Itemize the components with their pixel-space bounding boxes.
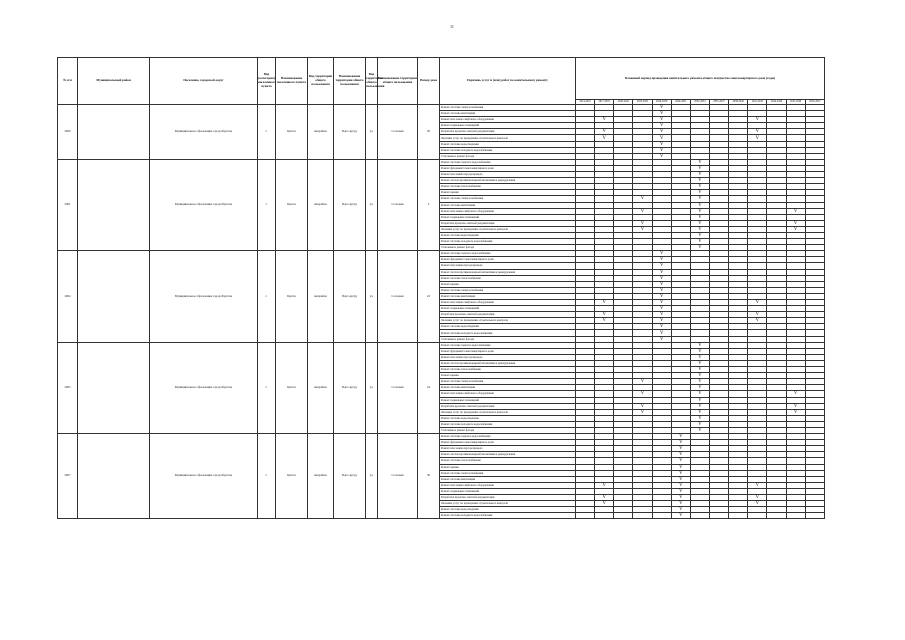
check-mark: V [786,226,805,232]
check-mark: V [595,135,614,141]
work-name: Ремонт системы вентиляции [440,385,576,391]
work-name: Ремонт системы вентиляции [440,202,576,208]
work-name: Ремонт системы вентиляции [440,293,576,299]
header-settlement-name: Наименование населенного пункта [276,58,308,105]
check-mark: V [633,379,652,385]
check-mark: V [690,342,709,348]
check-mark: V [652,123,671,129]
cell-street-name: Порт-Артур [334,159,366,250]
work-name: Ремонт крыши [440,373,576,379]
check-mark: V [786,409,805,415]
check-mark: V [690,232,709,238]
year-header: 2017-2019 [595,100,614,105]
check-mark: V [690,226,709,232]
work-name: Ремонт или замена лифтового оборудования [440,482,576,488]
check-mark: V [748,129,767,135]
cell-district [78,434,150,519]
work-name: Ремонт системы теплоснабжения [440,367,576,373]
check-mark: V [633,196,652,202]
header-works: Перечень услуг и (или) работ по капитальному ремонту [440,58,576,105]
year-header: 2014-2016 [576,100,595,105]
cell-house: 22 [418,251,440,342]
check-mark: V [786,208,805,214]
cell-num: 2000 [58,105,78,160]
check-mark: V [652,263,671,269]
work-name: Ремонт системы холодного водоснабжения [440,513,576,519]
cell-district [78,105,150,160]
check-mark: V [595,300,614,306]
header-object-name: Наименование территории общего пользования [378,58,418,105]
cell-street-name: Порт-Артур [334,434,366,519]
check-mark: V [690,214,709,220]
check-mark: V [633,208,652,214]
work-name: Ремонт системы вентиляции [440,111,576,117]
check-mark: V [652,293,671,299]
check-mark: V [690,379,709,385]
work-name: Оказание услуг по проведению строительного контроля [440,409,576,415]
cell-object-type: ул. [366,159,378,250]
check-mark: V [671,513,690,519]
year-cell [595,513,614,519]
cell-street-name: Порт-Артур [334,105,366,160]
check-mark: V [633,220,652,226]
year-header: 2023-2025 [633,100,652,105]
work-name: Ремонт крыши [440,464,576,470]
header-street-type: Вид территории общего пользования [308,58,334,105]
work-name: Ремонт подвальных помещений [440,214,576,220]
check-mark: V [690,165,709,171]
work-name: Ремонт системы электроснабжения [440,470,576,476]
work-name: Разработка проектно-сметной документации [440,129,576,135]
work-name: Ремонт или замена лифтового оборудования [440,391,576,397]
work-name: Оказание услуг по проведению строительного контроля [440,501,576,507]
cell-settlement-type: г. [258,105,276,160]
check-mark: V [748,300,767,306]
check-mark: V [690,220,709,226]
check-mark: V [633,403,652,409]
year-header: 2032-2034 [690,100,709,105]
cell-num: 2005 [58,342,78,433]
year-cell [786,513,805,519]
check-mark: V [652,287,671,293]
work-name: Ремонт системы водоотведения [440,324,576,330]
cell-house: 3 [418,159,440,250]
work-name: Ремонт или замена лифтового оборудования [440,117,576,123]
check-mark: V [595,117,614,123]
check-mark: V [652,281,671,287]
year-header: 2041-2043 [748,100,767,105]
check-mark: V [690,239,709,245]
work-name: Ремонт системы водоотведения [440,415,576,421]
check-mark: V [786,403,805,409]
year-header: 2035-2037 [709,100,728,105]
check-mark: V [690,208,709,214]
check-mark: V [652,324,671,330]
work-name: Ремонт системы электроснабжения [440,105,576,111]
header-settlement-type: Вид (категория) населенного пункта [258,58,276,105]
check-mark: V [652,275,671,281]
check-mark: V [671,507,690,513]
check-mark: V [671,452,690,458]
work-name: Ремонт систем противопожарной автоматики и дымоудаления [440,178,576,184]
cell-settlement: Муниципальное образование города Братска [150,105,258,160]
check-mark: V [748,495,767,501]
check-mark: V [652,105,671,111]
check-mark: V [690,184,709,190]
check-mark: V [633,409,652,415]
check-mark: V [690,427,709,433]
check-mark: V [652,312,671,318]
cell-street-type: жилрайон [308,159,334,250]
cell-house: 20 [418,105,440,160]
work-name: Разработка проектно-сметной документации [440,403,576,409]
check-mark: V [671,501,690,507]
work-name: Разработка проектно-сметной документации [440,312,576,318]
check-mark: V [633,226,652,232]
year-header: 2026-2028 [652,100,671,105]
cell-settlement-name: Братск [276,159,308,250]
check-mark: V [690,415,709,421]
year-header: 2047-2049 [786,100,805,105]
work-name: Ремонт подвальных помещений [440,397,576,403]
check-mark: V [690,409,709,415]
work-name: Оказание услуг по проведению строительного контроля [440,135,576,141]
work-name: Ремонт системы теплоснабжения [440,275,576,281]
check-mark: V [671,440,690,446]
work-name: Ремонт крыши [440,190,576,196]
cell-object-name: Сосновая [378,251,418,342]
year-cell [633,513,652,519]
cell-object-type: ул. [366,434,378,519]
year-cell [748,513,767,519]
cell-num: 2001 [58,159,78,250]
check-mark: V [748,501,767,507]
cell-settlement: Муниципальное образование города Братска [150,159,258,250]
work-name: Ремонт или замена мусоропровода [440,446,576,452]
check-mark: V [690,196,709,202]
cell-district [78,342,150,433]
work-name: Ремонт систем противопожарной автоматики и дымоудаления [440,360,576,366]
year-cell [805,513,824,519]
check-mark: V [595,501,614,507]
header-period: Плановый период проведения капитального ремонта общего имущества многоквартирного дома (годы) [576,58,825,100]
check-mark: V [652,306,671,312]
work-name: Ремонт систем противопожарной автоматики и дымоудаления [440,269,576,275]
check-mark: V [748,312,767,318]
work-name: Ремонт системы горячего водоснабжения [440,342,576,348]
check-mark: V [652,147,671,153]
cell-settlement: Муниципальное образование города Братска [150,342,258,433]
cell-street-type: жилрайон [308,105,334,160]
check-mark: V [690,172,709,178]
cell-object-name: Сосновая [378,342,418,433]
check-mark: V [690,373,709,379]
year-cell [614,513,633,519]
check-mark: V [671,434,690,440]
work-name: Разработка проектно-сметной документации [440,495,576,501]
cell-settlement-type: г. [258,159,276,250]
check-mark: V [690,421,709,427]
check-mark: V [652,135,671,141]
work-name: Ремонт фундамента многоквартирного дома [440,440,576,446]
check-mark: V [690,245,709,251]
check-mark: V [671,464,690,470]
check-mark: V [748,135,767,141]
check-mark: V [652,300,671,306]
cell-settlement-name: Братск [276,105,308,160]
header-district: Муниципальный район [78,58,150,105]
check-mark: V [671,446,690,452]
check-mark: V [633,391,652,397]
work-name: Утепление и ремонт фасада [440,427,576,433]
cell-district [78,251,150,342]
cell-object-name: Сосновая [378,434,418,519]
work-name: Ремонт системы холодного водоснабжения [440,147,576,153]
check-mark: V [595,482,614,488]
page-number: 11 [450,24,454,29]
header-num: № п/п [58,58,78,105]
capital-repair-table [57,57,825,519]
year-header: 2044-2046 [767,100,786,105]
year-header: 2050-2052 [805,100,824,105]
check-mark: V [748,482,767,488]
work-name: Ремонт или замена лифтового оборудования [440,208,576,214]
work-name: Ремонт фундамента многоквартирного дома [440,165,576,171]
work-name: Ремонт системы водоотведения [440,232,576,238]
work-name: Ремонт системы водоотведения [440,507,576,513]
check-mark: V [595,312,614,318]
work-name: Ремонт или замена лифтового оборудования [440,300,576,306]
cell-settlement-name: Братск [276,251,308,342]
cell-street-type: жилрайон [308,251,334,342]
check-mark: V [652,330,671,336]
cell-settlement-name: Братск [276,434,308,519]
work-name: Ремонт системы горячего водоснабжения [440,251,576,257]
check-mark: V [652,141,671,147]
cell-settlement-type: г. [258,434,276,519]
check-mark: V [690,367,709,373]
year-cell [690,513,709,519]
check-mark: V [652,336,671,342]
work-name: Ремонт системы теплоснабжения [440,184,576,190]
work-name: Ремонт подвальных помещений [440,123,576,129]
year-header: 2020-2022 [614,100,633,105]
work-name: Ремонт системы электроснабжения [440,379,576,385]
cell-street-name: Порт-Артур [334,251,366,342]
work-name: Ремонт системы электроснабжения [440,196,576,202]
year-header: 2029-2031 [671,100,690,105]
cell-object-name: Сосновая [378,159,418,250]
work-name: Ремонт системы холодного водоснабжения [440,239,576,245]
check-mark: V [690,202,709,208]
cell-house: 30 [418,434,440,519]
work-name: Ремонт или замена мусоропровода [440,263,576,269]
check-mark: V [786,391,805,397]
cell-settlement-type: г. [258,342,276,433]
cell-settlement-name: Братск [276,342,308,433]
year-cell [767,513,786,519]
work-name: Утепление и ремонт фасада [440,245,576,251]
work-name: Ремонт системы электроснабжения [440,287,576,293]
year-cell [709,513,728,519]
work-name: Ремонт системы холодного водоснабжения [440,421,576,427]
check-mark: V [690,385,709,391]
check-mark: V [652,117,671,123]
cell-object-name: Сосновая [378,105,418,160]
check-mark: V [652,269,671,275]
work-name: Ремонт подвальных помещений [440,306,576,312]
header-settlement: Поселение, городской округ [150,58,258,105]
check-mark: V [652,129,671,135]
check-mark: V [671,495,690,501]
cell-object-type: ул. [366,342,378,433]
header-house: Номер дома [418,58,440,105]
cell-settlement-type: г. [258,251,276,342]
check-mark: V [690,397,709,403]
cell-num: 2007 [58,434,78,519]
work-name: Ремонт системы вентиляции [440,476,576,482]
cell-settlement: Муниципальное образование города Братска [150,251,258,342]
check-mark: V [748,318,767,324]
cell-object-type: ул. [366,105,378,160]
work-name: Разработка проектно-сметной документации [440,220,576,226]
work-name: Оказание услуг по проведению строительного контроля [440,318,576,324]
check-mark: V [595,129,614,135]
check-mark: V [595,318,614,324]
cell-street-type: жилрайон [308,342,334,433]
work-name: Ремонт системы водоотведения [440,141,576,147]
check-mark: V [652,257,671,263]
check-mark: V [652,318,671,324]
cell-num: 2004 [58,251,78,342]
check-mark: V [671,488,690,494]
check-mark: V [690,360,709,366]
table-body [58,105,825,519]
cell-street-type: жилрайон [308,434,334,519]
work-name: Ремонт крыши [440,281,576,287]
work-name: Ремонт или замена мусоропровода [440,354,576,360]
cell-street-name: Порт-Артур [334,342,366,433]
check-mark: V [671,470,690,476]
work-name: Утепление и ремонт фасада [440,153,576,159]
work-name: Ремонт подвальных помещений [440,488,576,494]
header-object-type: Вид территории общего пользования [366,58,378,105]
work-name: Ремонт системы горячего водоснабжения [440,159,576,165]
check-mark: V [690,348,709,354]
check-mark: V [690,159,709,165]
year-header: 2038-2040 [729,100,748,105]
check-mark: V [690,190,709,196]
work-name: Ремонт или замена мусоропровода [440,172,576,178]
work-name: Ремонт системы теплоснабжения [440,458,576,464]
year-cell [576,513,595,519]
work-name: Ремонт системы горячего водоснабжения [440,434,576,440]
year-cell [729,513,748,519]
check-mark: V [652,153,671,159]
check-mark: V [652,251,671,257]
year-cell [652,513,671,519]
header-street-name: Наименование территории общего пользования [334,58,366,105]
work-name: Ремонт фундамента многоквартирного дома [440,348,576,354]
cell-district [78,159,150,250]
work-name: Ремонт систем противопожарной автоматики и дымоудаления [440,452,576,458]
cell-house: 24 [418,342,440,433]
check-mark: V [671,458,690,464]
cell-settlement: Муниципальное образование города Братска [150,434,258,519]
check-mark: V [690,391,709,397]
check-mark: V [595,495,614,501]
check-mark: V [690,354,709,360]
check-mark: V [690,178,709,184]
work-name: Оказание услуг по проведению строительного контроля [440,226,576,232]
check-mark: V [671,476,690,482]
check-mark: V [748,117,767,123]
cell-object-type: ул. [366,251,378,342]
check-mark: V [671,482,690,488]
work-name: Ремонт фундамента многоквартирного дома [440,257,576,263]
work-name: Ремонт системы холодного водоснабжения [440,330,576,336]
check-mark: V [652,111,671,117]
check-mark: V [690,403,709,409]
work-name: Утепление и ремонт фасада [440,336,576,342]
check-mark: V [786,220,805,226]
